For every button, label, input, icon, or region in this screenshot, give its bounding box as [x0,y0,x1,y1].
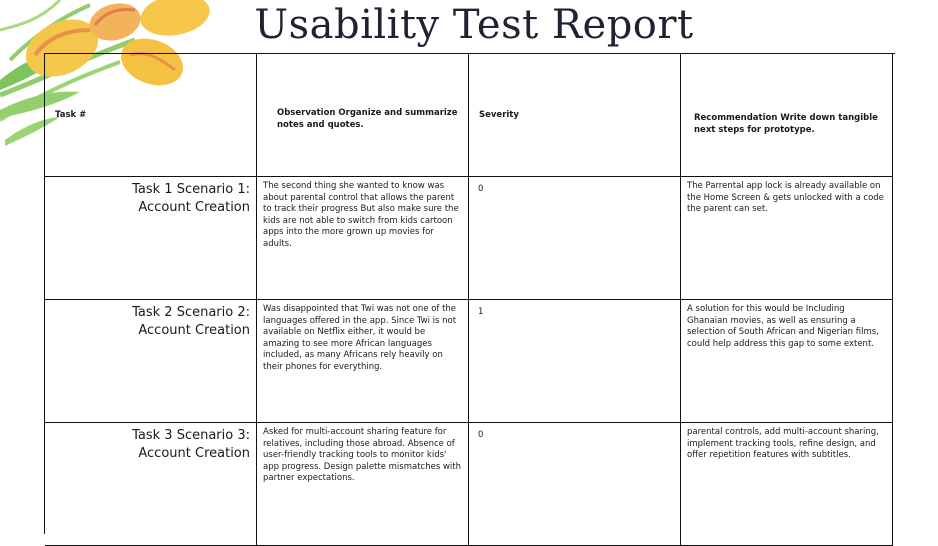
observation-cell: The second thing she wanted to know was about parental control that allows the parent to track their progress But also make sure the kids are not able to switch from kids cartoon apps into the more grown up movies for adults. [257,177,469,300]
severity-cell: 1 [469,300,681,423]
report-table [44,53,895,534]
header-observation: Observation Organize and summarize notes and quotes. [257,54,469,177]
task-cell [45,177,257,300]
task-subtitle: Account Creation [138,200,250,215]
task-cell [45,423,257,546]
task-cell [45,300,257,423]
recommendation-cell: parental controls, add multi-account sharing, implement tracking tools, refine design, and offer repetition features with subtitles. [681,423,893,546]
header-severity: Severity [469,54,681,177]
report-title: Usability Test Report [254,2,694,48]
severity-cell: 0 [469,177,681,300]
task-subtitle: Account Creation [138,446,250,461]
task-title: Task 1 Scenario 1: [132,182,250,197]
header-task: Task # [45,54,257,177]
severity-cell: 0 [469,423,681,546]
recommendation-cell: A solution for this would be Including Ghanaian movies, as well as ensuring a selection of South African and Nigerian films, could help address this gap to some extent. [681,300,893,423]
observation-cell: Asked for multi-account sharing feature for relatives, including those abroad. Absence of user-friendly tracking tools to monitor kids' app progress. Design palette mismatches with partner expectations. [257,423,469,546]
task-subtitle: Account Creation [138,323,250,338]
task-title: Task 2 Scenario 2: [132,305,250,320]
recommendation-cell: The Parrental app lock is already available on the Home Screen & gets unlocked with a code the parent can set. [681,177,893,300]
task-title: Task 3 Scenario 3: [132,428,250,443]
header-recommendation: Recommendation Write down tangible next steps for prototype. [681,54,893,177]
observation-cell: Was disappointed that Twi was not one of the languages offered in the app. Since Twi is not available on Netflix either, it would be amazing to see more African languages included, as many Africans rely heavily on their phones for everything. [257,300,469,423]
